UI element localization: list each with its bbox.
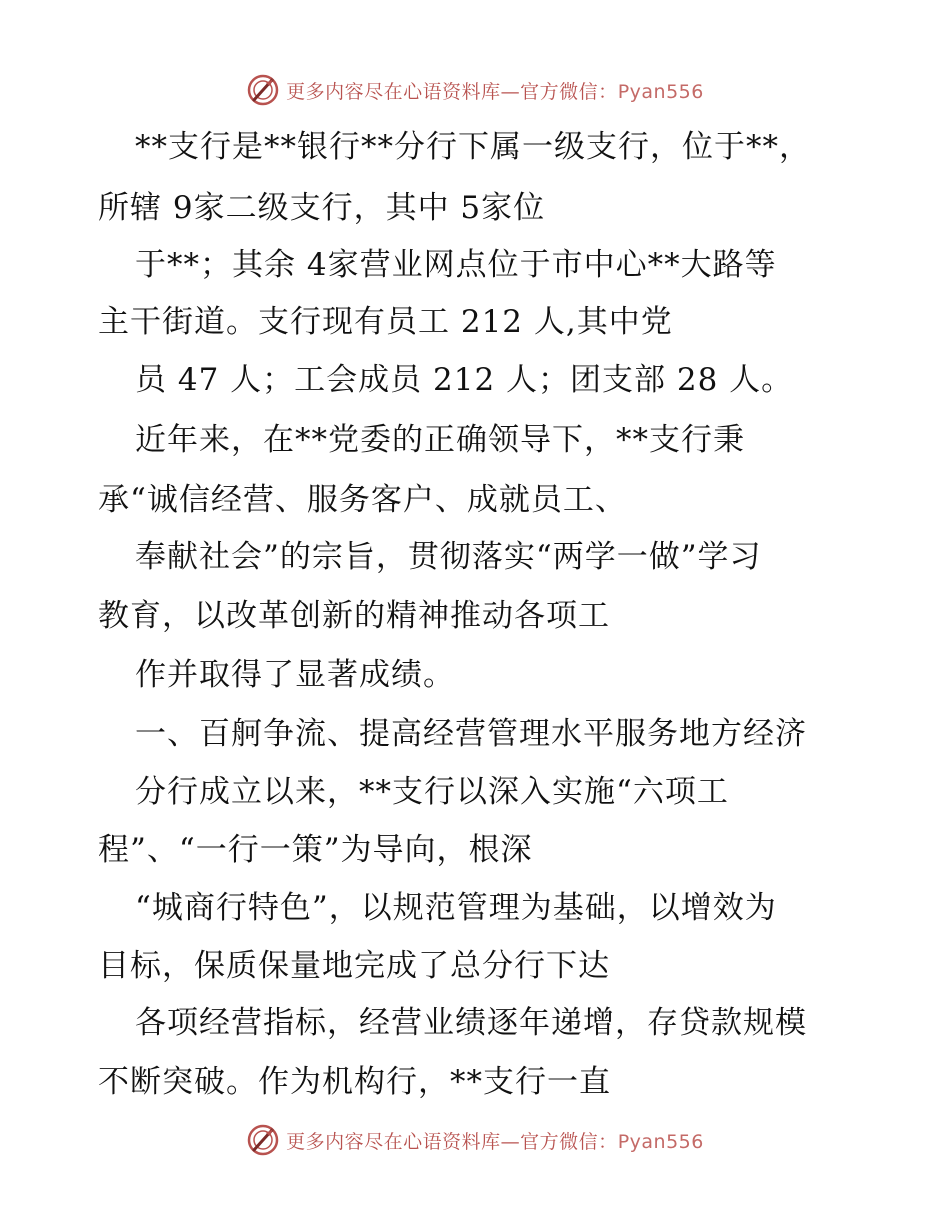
body-line: 员 47 人；工会成员 212 人；团支部 28 人。 (135, 362, 794, 398)
body-line: 教育，以改革创新的精神推动各项工 (98, 598, 610, 634)
body-line: 各项经营指标，经营业绩逐年递增，存贷款规模 (135, 1005, 807, 1041)
body-line: 奉献社会”的宗旨，贯彻落实“两学一做”学习 (135, 539, 762, 575)
body-line: 不断突破。作为机构行，**支行一直 (98, 1064, 611, 1100)
body-line: 近年来，在**党委的正确领导下，**支行秉 (135, 422, 745, 458)
header-watermark-text: 更多内容尽在心语资料库—官方微信：Pyan556 (286, 80, 704, 103)
body-line: 分行成立以来，**支行以深入实施“六项工 (135, 774, 729, 810)
body-line: 目标，保质保量地完成了总分行下达 (98, 948, 610, 984)
feather-pen-logo-icon (246, 1123, 280, 1157)
body-line: **支行是**银行**分行下属一级支行，位于**， (135, 129, 811, 165)
body-line: 承“诚信经营、服务客户、成就员工、 (98, 482, 627, 518)
footer-watermark-text: 更多内容尽在心语资料库—官方微信：Pyan556 (286, 1130, 704, 1153)
footer-watermark-banner (0, 1120, 950, 1160)
section-heading: 一、百舸争流、提高经营管理水平服务地方经济 (135, 716, 807, 752)
body-line: 程”、“一行一策”为导向，根深 (98, 832, 533, 868)
body-line: 于**；其余 4家营业网点位于市中心**大路等 (135, 247, 777, 283)
body-line: 作并取得了显著成绩。 (135, 657, 455, 693)
body-line: “城商行特色”，以规范管理为基础，以增效为 (135, 890, 777, 926)
body-line: 所辖 9家二级支行，其中 5家位 (98, 190, 546, 226)
body-line: 主干街道。支行现有员工 212 人,其中党 (98, 304, 673, 340)
